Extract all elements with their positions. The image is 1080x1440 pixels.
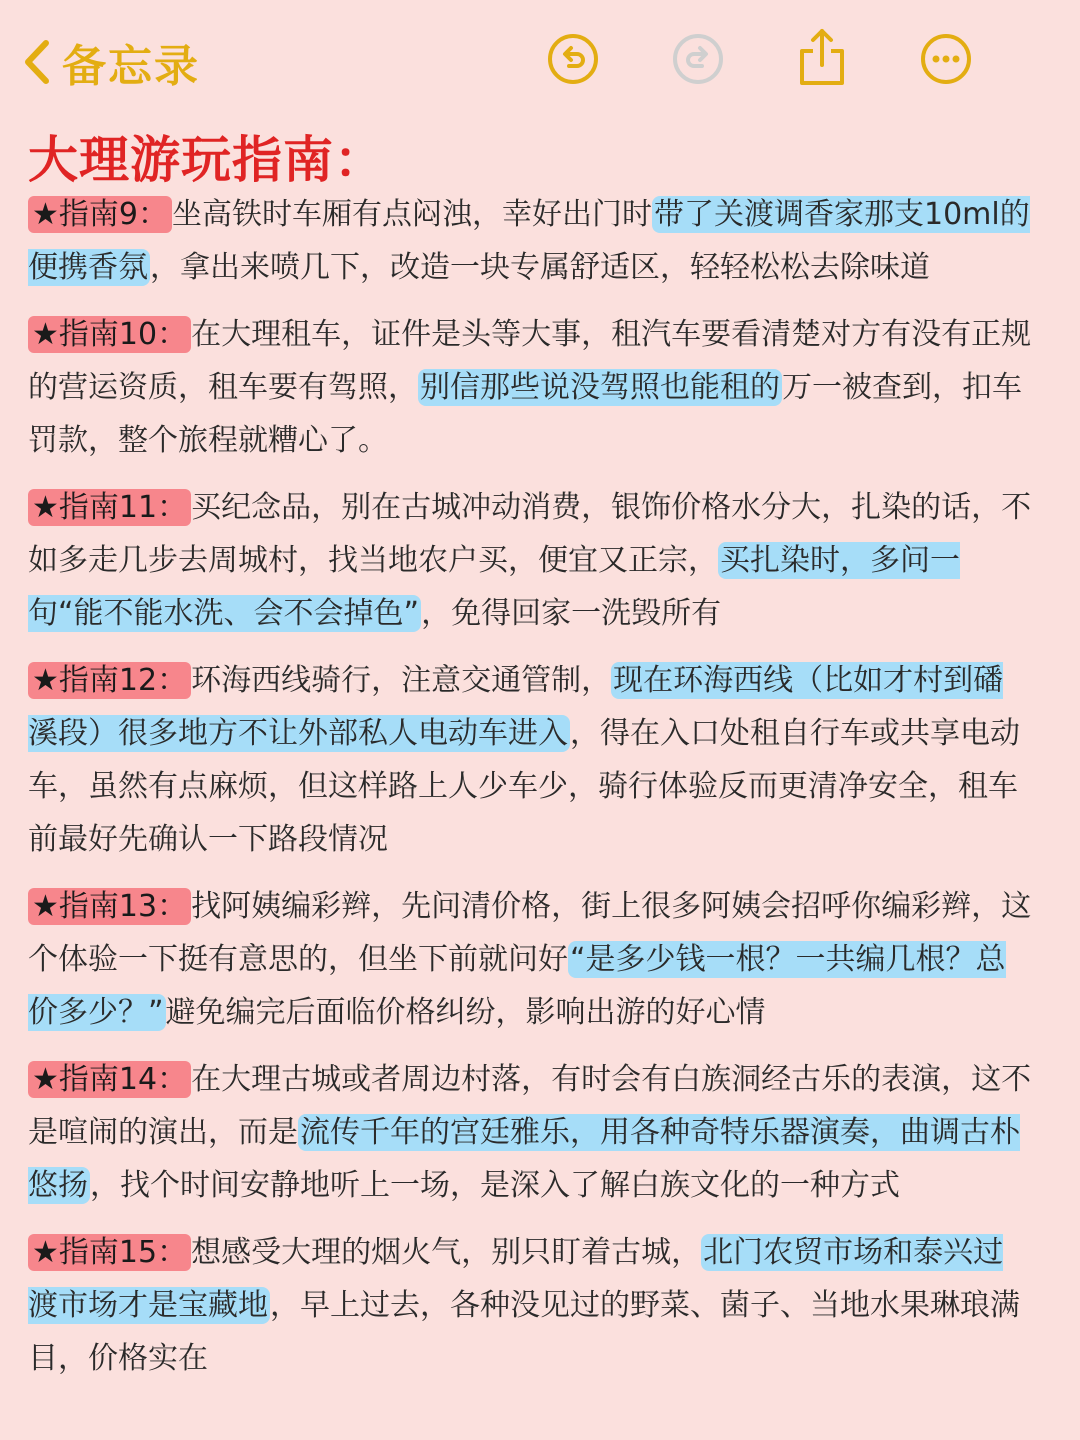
- note-paragraph: [28, 654, 1033, 866]
- undo-icon[interactable]: [547, 33, 599, 85]
- note-paragraph: [28, 1226, 1033, 1385]
- paragraph-text: 买纪念品，别在古城冲动消费，银饰价格水分大，扎染的话，不如多走几步去周城村，找当地农户买，便宜又正宗，: [28, 490, 1032, 578]
- paragraph-text: 环海西线骑行，注意交通管制，: [191, 663, 612, 698]
- highlighted-text: 别信那些说没驾照也能租的: [420, 370, 780, 405]
- paragraph-text: ，早上过去，各种没见过的野菜、菌子、当地水果琳琅满目，价格实在: [28, 1288, 1020, 1376]
- highlighted-text: 带了关渡调香家那支10ml的便携香氛: [28, 197, 1030, 285]
- paragraph-text: 在大理古城或者周边村落，有时会有白族洞经古乐的表演，这不是喧闹的演出，而是: [28, 1062, 1032, 1150]
- paragraph-text: ，拿出来喷几下，改造一块专属舒适区，轻轻松松去除味道: [150, 250, 930, 285]
- paragraph-text: 找阿姨编彩辫，先问清价格，街上很多阿姨会招呼你编彩辫，这个体验一下挺有意思的，但坐下前就问好: [28, 889, 1032, 977]
- note-paragraph: [28, 880, 1033, 1039]
- more-icon[interactable]: [920, 33, 972, 85]
- note-paragraph: [28, 188, 1033, 294]
- paragraph-text: 坐高铁时车厢有点闷浊，幸好出门时: [171, 197, 652, 232]
- top-toolbar: [0, 0, 1080, 118]
- paragraph-text: 万一被查到，扣车罚款，整个旅程就糟心了。: [28, 370, 1022, 458]
- tip-number-label: ★指南15：: [28, 1234, 191, 1271]
- tip-number-label: ★指南12：: [28, 662, 191, 699]
- note-paragraph: [28, 308, 1033, 467]
- back-label: 备忘录: [62, 41, 200, 92]
- tip-number-label: ★指南11：: [28, 489, 191, 526]
- tip-number-label: ★指南9：: [28, 196, 172, 233]
- paragraph-text: 在大理租车，证件是头等大事，租汽车要看清楚对方有没有正规的营运资质，租车要有驾照，: [28, 317, 1032, 405]
- tip-number-label: ★指南10：: [28, 316, 191, 353]
- back-button[interactable]: [22, 30, 200, 94]
- tip-number-label: ★指南13：: [28, 888, 191, 925]
- paragraph-text: ，找个时间安静地听上一场，是深入了解白族文化的一种方式: [90, 1168, 900, 1203]
- note-title: 大理游玩指南：: [28, 131, 385, 189]
- paragraph-text: ，得在入口处租自行车或共享电动车，虽然有点麻烦，但这样路上人少车少，骑行体验反而更清净安全，租车前最好先确认一下路段情况: [28, 716, 1020, 857]
- redo-icon[interactable]: [672, 33, 724, 85]
- highlighted-text: 买扎染时，多问一句“能不能水洗、会不会掉色”: [28, 543, 960, 631]
- highlighted-text: 北门农贸市场和泰兴过渡市场才是宝藏地: [28, 1235, 1004, 1323]
- note-paragraph: [28, 1053, 1033, 1212]
- note-body[interactable]: [28, 188, 1033, 1399]
- highlighted-text: “是多少钱一根？一共编几根？总价多少？”: [28, 942, 1006, 1030]
- tip-number-label: ★指南14：: [28, 1061, 191, 1098]
- paragraph-text: ，免得回家一洗毁所有: [421, 596, 722, 631]
- highlighted-text: 现在环海西线（比如才村到磻溪段）很多地方不让外部私人电动车进入: [28, 663, 1004, 751]
- paragraph-text: 避免编完后面临价格纠纷，影响出游的好心情: [165, 995, 766, 1030]
- share-icon[interactable]: [796, 27, 848, 87]
- note-paragraph: [28, 481, 1033, 640]
- paragraph-text: 想感受大理的烟火气，别只盯着古城，: [191, 1235, 702, 1270]
- highlighted-text: 流传千年的宫廷雅乐，用各种奇特乐器演奏，曲调古朴悠扬: [28, 1115, 1020, 1203]
- chevron-left-icon: [22, 37, 52, 87]
